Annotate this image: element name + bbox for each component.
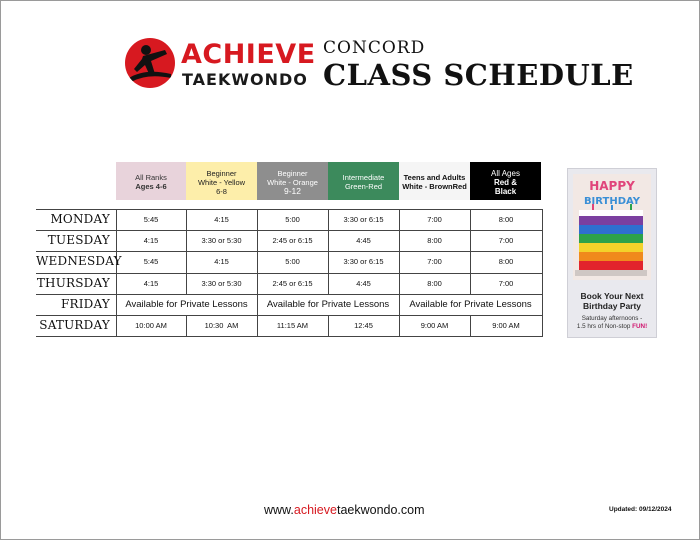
birthday-text: BIRTHDAY bbox=[583, 196, 641, 207]
time-cell: 4:15 bbox=[143, 236, 159, 245]
table-row-monday bbox=[36, 209, 543, 230]
time-cell: 8:00 bbox=[498, 257, 514, 266]
table-row-tuesday bbox=[36, 230, 543, 251]
column-header-beginner-yellow: Beginner White - Yellow 6-8 bbox=[186, 162, 257, 200]
time-cell: 4:15 bbox=[214, 215, 229, 224]
column-header-beginner-orange: Beginner White - Orange 9-12 bbox=[257, 162, 328, 200]
time-cell: 8:00 bbox=[427, 279, 442, 288]
time-cell: 10:00 AM bbox=[135, 321, 167, 330]
table-row-saturday bbox=[36, 315, 543, 336]
day-label: MONDAY bbox=[50, 212, 110, 226]
time-cell: 5:00 bbox=[285, 215, 300, 224]
table-row-wednesday bbox=[36, 251, 543, 272]
time-cell: 7:00 bbox=[427, 257, 442, 266]
time-cell: 4:45 bbox=[356, 279, 371, 288]
ad-subtext: Saturday afternoons - 1.5 hrs of Non-stop FUN! bbox=[576, 315, 648, 330]
logo-subtitle: TAEKWONDO bbox=[182, 70, 308, 89]
time-cell: 9:00 AM bbox=[420, 321, 449, 330]
private-lessons-cell: Available for Private Lessons bbox=[266, 299, 390, 310]
private-lessons-cell: Available for Private Lessons bbox=[125, 299, 248, 310]
achieve-logo bbox=[125, 38, 316, 90]
day-label: SATURDAY bbox=[39, 318, 110, 332]
column-header-ages-4-6: All Ranks Ages 4-6 bbox=[116, 162, 186, 200]
schedule-body bbox=[36, 209, 543, 337]
updated-date: Updated: 09/12/2024 bbox=[609, 506, 672, 513]
page-title: CLASS SCHEDULE bbox=[323, 58, 634, 92]
time-cell: 7:00 bbox=[498, 236, 514, 245]
time-cell: 3:30 or 6:15 bbox=[343, 215, 384, 224]
time-cell: 3:30 or 5:30 bbox=[201, 236, 242, 245]
birthday-party-ad[interactable] bbox=[567, 168, 657, 338]
table-row-thursday bbox=[36, 273, 543, 294]
column-header-teens-adults: Teens and Adults White - BrownRed bbox=[399, 162, 470, 200]
logo-wordmark: ACHIEVE bbox=[181, 39, 316, 70]
day-label: FRIDAY bbox=[60, 297, 110, 311]
time-cell: 9:00 AM bbox=[492, 321, 520, 330]
time-cell: 10:30 AM bbox=[204, 321, 239, 330]
time-cell: 3:30 or 6:15 bbox=[343, 257, 384, 266]
table-row-friday bbox=[36, 294, 543, 315]
ad-headline: Book Your Next Birthday Party bbox=[580, 291, 644, 311]
website-link[interactable]: www.achievetaekwondo.com bbox=[264, 503, 425, 517]
time-cell: 8:00 bbox=[498, 215, 514, 224]
kicker-emblem-icon bbox=[125, 38, 175, 88]
column-header-intermediate: Intermediate Green-Red bbox=[328, 162, 399, 200]
happy-text: HAPPY bbox=[589, 179, 635, 193]
time-cell: 8:00 bbox=[427, 236, 442, 245]
private-lessons-cell: Available for Private Lessons bbox=[409, 299, 532, 310]
time-cell: 5:45 bbox=[143, 215, 159, 224]
time-cell: 5:45 bbox=[143, 257, 159, 266]
time-cell: 3:30 or 5:30 bbox=[201, 279, 242, 288]
time-cell: 4:45 bbox=[356, 236, 371, 245]
location-label: CONCORD bbox=[323, 38, 426, 58]
time-cell: 12:45 bbox=[354, 321, 373, 330]
time-cell: 11:15 AM bbox=[276, 321, 309, 330]
row-divider bbox=[36, 336, 543, 337]
column-header-red-black: All Ages Red & Black bbox=[470, 162, 541, 200]
day-label: WEDNESDAY bbox=[36, 254, 122, 268]
time-cell: 5:00 bbox=[285, 257, 300, 266]
day-label: THURSDAY bbox=[36, 276, 110, 290]
day-label: TUESDAY bbox=[47, 233, 110, 247]
birthday-cake-image bbox=[573, 174, 651, 280]
time-cell: 7:00 bbox=[498, 279, 514, 288]
time-cell: 7:00 bbox=[427, 215, 442, 224]
time-cell: 4:15 bbox=[214, 257, 229, 266]
time-cell: 2:45 or 6:15 bbox=[272, 236, 313, 245]
time-cell: 2:45 or 6:15 bbox=[272, 279, 313, 288]
time-cell: 4:15 bbox=[143, 279, 159, 288]
